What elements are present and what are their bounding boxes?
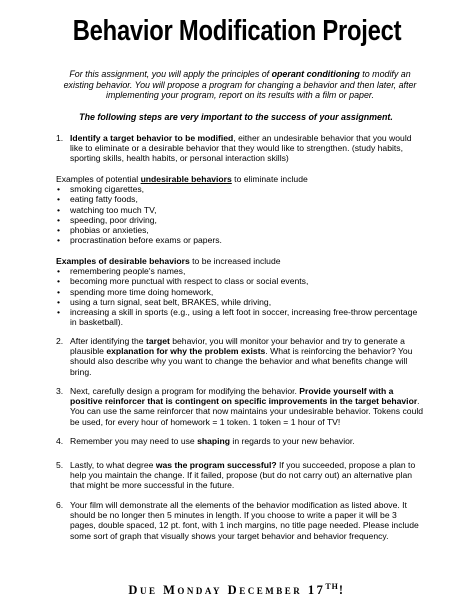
undesirable-intro-b: undesirable behaviors — [140, 174, 232, 184]
step-6 — [56, 500, 424, 541]
due-date-text: Due Monday December 17 — [128, 583, 326, 597]
list-item: • increasing a skill in sports (e.g., using a left foot in soccer, increasing free-throw percentage in basketball). — [56, 307, 424, 327]
desirable-intro — [56, 256, 424, 266]
list-item: • remembering people's names, — [56, 266, 424, 276]
page-title: Behavior Modification Project — [72, 15, 402, 47]
step-3-text-a: Next, carefully design a program for modifying the behavior. — [70, 386, 300, 396]
step-number: 6. — [56, 500, 64, 510]
list-item: • watching too much TV, — [56, 205, 424, 215]
step-2 — [56, 336, 424, 377]
undesirable-intro-c: to eliminate include — [231, 174, 308, 184]
step-4-emph-b: shaping — [197, 436, 231, 446]
list-item: • speeding, poor driving, — [56, 215, 424, 225]
step-1-heading: Identify a target behavior to be modified — [70, 133, 234, 143]
due-date-footer — [0, 582, 474, 595]
important-note: The following steps are very important to the success of your assignment. — [79, 112, 393, 122]
step-6-text: Your film will demonstrate all the elements of the behavior modification as listed above. It should be no longer then 5 minutes in length. If you choose to write a paper it will be 3 pages, double spaced, 12 pt. font, with 1 inch margins, no title page needed. Please include some sort of graph that visually shows your target behavior and behavior frequency. — [70, 500, 419, 541]
step-number: 3. — [56, 386, 64, 396]
due-date-suffix: TH — [325, 582, 339, 591]
undesirable-intro — [56, 174, 424, 184]
step-4 — [56, 436, 424, 446]
step-number: 2. — [56, 336, 64, 346]
list-item: • using a turn signal, seat belt, BRAKES, while driving, — [56, 297, 424, 307]
undesirable-list — [56, 184, 424, 245]
desirable-list — [56, 266, 424, 327]
step-1 — [56, 133, 424, 164]
desirable-section — [56, 256, 424, 327]
step-4-text-c: in regards to your new behavior. — [230, 436, 355, 446]
desirable-intro-a: Examples of desirable behaviors — [56, 256, 190, 266]
step-number: 4. — [56, 436, 64, 446]
step-5-text-a: Lastly, to what degree — [70, 460, 156, 470]
step-2-text-c: behavior, you will monitor your behavior and try to generate a plausible — [70, 336, 405, 357]
step-4-text-a: Remember you may need to use — [70, 436, 198, 446]
step-2-emph-d: explanation for why the problem exists — [106, 346, 266, 357]
intro-text-cont: to modify an existing behavior. You will propose a program for changing a behavior and then later, after implementing your program, report on its results with a film or paper. — [63, 69, 417, 101]
step-3-emph-b: Provide yourself with a positive reinforcer that is contingent on specific improvements in the target behavior — [70, 386, 418, 407]
list-item: • smoking cigarettes, — [56, 184, 424, 194]
list-item: • procrastination before exams or papers. — [56, 235, 424, 245]
list-item: • spending more time doing homework, — [56, 287, 424, 297]
step-2-text-e: . What is reinforcing the behavior? You should also describe why you want to change the behavior and what benefits change will bring. — [70, 346, 413, 377]
step-1-text: , either an undesirable behavior that you would like to eliminate or a desirable behavior that they would like to strengthen. (study habits, sporting skills, health habits, or personal interaction skills) — [70, 133, 412, 164]
undesirable-section — [56, 174, 424, 245]
list-item: • phobias or anxieties, — [56, 225, 424, 235]
intro-paragraph — [60, 69, 420, 101]
step-2-text-a: After identifying the — [70, 336, 146, 346]
list-item: • becoming more punctual with respect to class or social events, — [56, 276, 424, 286]
desirable-intro-b: to be increased include — [189, 256, 281, 266]
step-5-emph-b: was the program successful? — [155, 460, 277, 470]
step-2-emph-b: target — [145, 336, 170, 346]
list-item: • eating fatty foods, — [56, 194, 424, 204]
intro-emphasis: operant conditioning — [271, 69, 360, 79]
step-number: 1. — [56, 133, 64, 143]
step-number: 5. — [56, 460, 64, 470]
step-3-text-c: . You can use the same reinforcer that now maintains your undesirable behavior. Tokens could be used, for every hour of homework = 1 token. 1 token = 1 hour of TV! — [70, 396, 424, 427]
step-5 — [56, 460, 424, 491]
undesirable-intro-a: Examples of potential — [56, 174, 141, 184]
step-5-text-c: If you succeeded, propose a plan to help you maintain the change. If it failed, propose (but do not carry out) an alternative plan that might be more successful in the future. — [70, 460, 416, 491]
due-date-end: ! — [338, 583, 346, 597]
step-3 — [56, 386, 424, 427]
intro-text: For this assignment, you will apply the principles of — [69, 69, 272, 79]
